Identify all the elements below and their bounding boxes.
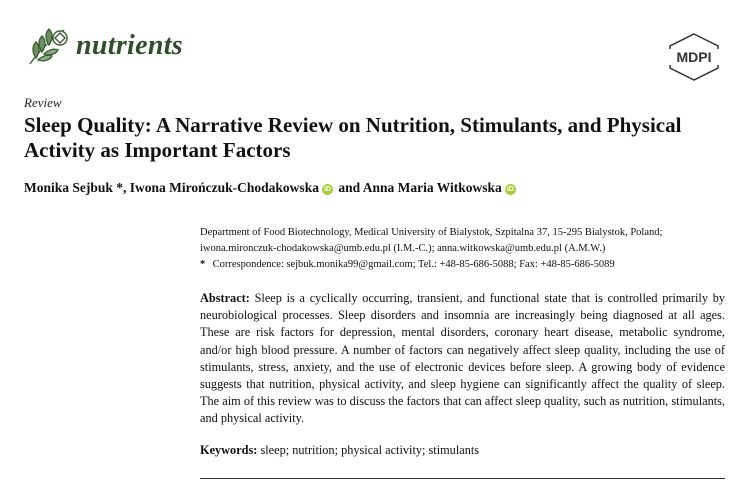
mdpi-logo-icon: [666, 32, 722, 82]
author-name: Anna Maria Witkowska: [362, 180, 502, 195]
article-title: Sleep Quality: A Narrative Review on Nutrition, Stimulants, and Physical Activity as Important Factors: [24, 113, 682, 162]
abstract: [200, 290, 725, 428]
correspondence-line: [200, 257, 730, 273]
correspondence-marker: *: [200, 259, 206, 270]
section-divider: [200, 478, 725, 479]
abstract-label: Abstract:: [200, 291, 250, 305]
affiliation-emails: iwona.mironczuk-chodakowska@umb.edu.pl (I.M.-C.); anna.witkowska@umb.edu.pl (A.M.W.): [200, 243, 606, 254]
author-separator: ,: [123, 180, 130, 195]
nutrients-logo-icon: [24, 22, 72, 70]
abstract-text: Sleep is a cyclically occurring, transient, and functional state that is controlled primarily by neurobiological processes. Sleep disorders and insomnia are increasingly being diagnosed at all ages. These are risk factors for depression, mental disorders, coronary heart disease, metabolic syndrome, and/or high blood pressure. A number of factors can negatively affect sleep quality, including the use of stimulants, stress, anxiety, and the use of electronic devices before sleep. A growing body of evidence suggests that nutrition, physical activity, and sleep hygiene can significantly affect the quality of sleep. The aim of this review was to discuss the factors that can affect sleep quality, such as nutrition, stimulants, and physical activity.: [200, 291, 725, 426]
affiliation-line: Department of Food Biotechnology, Medical University of Bialystok, Szpitalna 37, 15-295 Bialystok, Poland;: [200, 227, 663, 238]
author-name: Iwona Mirończuk-Chodakowska: [129, 180, 319, 195]
journal-name: nutrients: [76, 30, 183, 61]
author-list: [24, 180, 734, 196]
orcid-icon[interactable]: iD: [323, 186, 331, 193]
article-type: Review: [24, 95, 62, 110]
keywords-label: Keywords:: [200, 443, 258, 457]
orcid-icon[interactable]: iD: [506, 186, 514, 193]
author-name: Monika Sejbuk *: [24, 180, 124, 195]
author-separator: and: [334, 180, 363, 195]
publisher-name: MDPI: [676, 49, 712, 65]
journal-header: [24, 14, 724, 74]
correspondence-text: Correspondence: sejbuk.monika99@gmail.com; Tel.: +48-85-686-5088; Fax: +48-85-686-5089: [212, 259, 615, 270]
keywords: [200, 443, 730, 458]
affiliation-block: [200, 225, 730, 273]
keywords-text: sleep; nutrition; physical activity; stimulants: [260, 443, 480, 457]
